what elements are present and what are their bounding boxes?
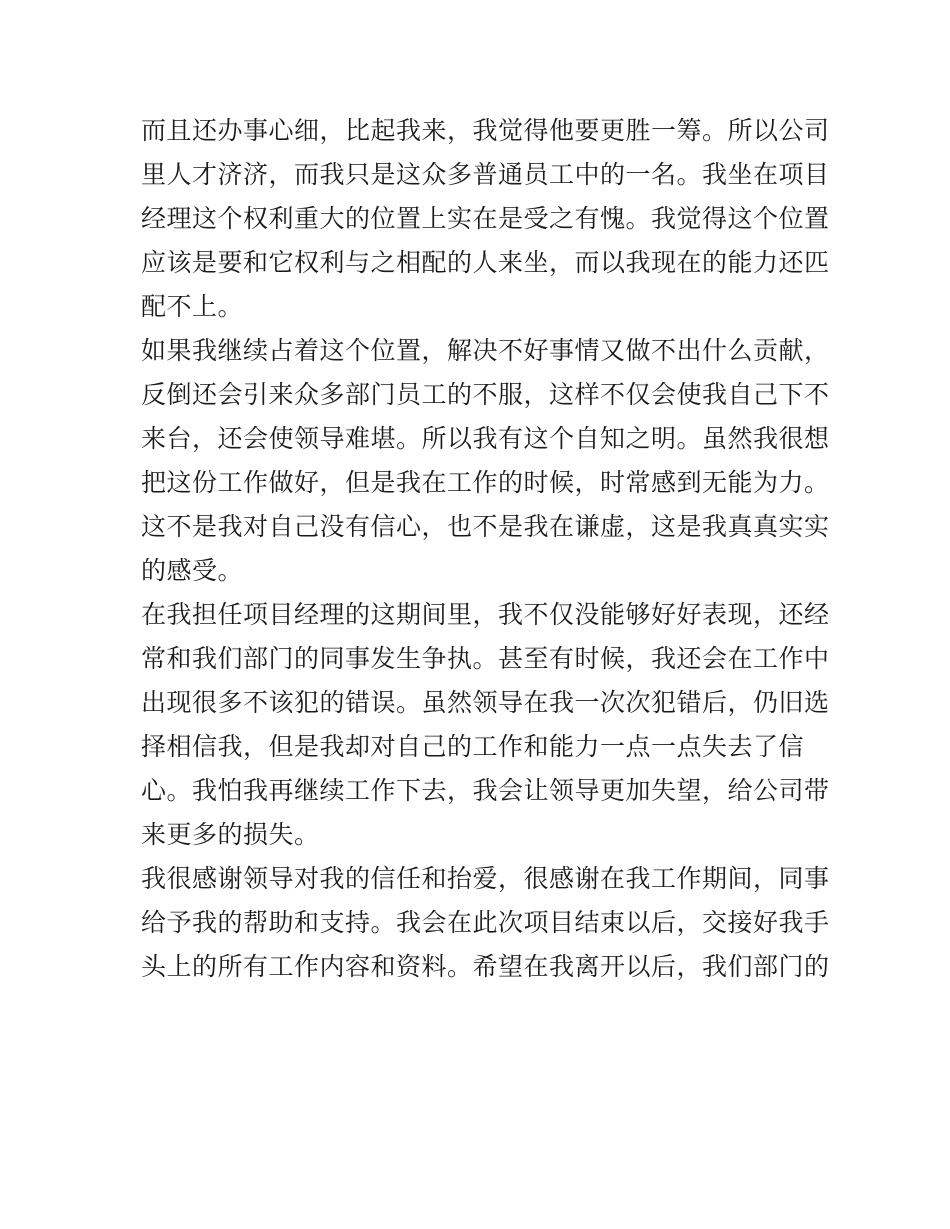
text-line: 来台，还会使领导难堪。所以我有这个自知之明。虽然我很想 <box>141 424 830 453</box>
text-line: 反倒还会引来众多部门员工的不服，这样不仅会使我自己下不 <box>141 380 830 409</box>
text-line: 给予我的帮助和支持。我会在此次项目结束以后，交接好我手 <box>141 908 830 937</box>
text-line: 常和我们部门的同事发生争执。甚至有时候，我还会在工作中 <box>141 644 830 673</box>
text-line: 如果我继续占着这个位置，解决不好事情又做不出什么贡献， <box>141 336 830 365</box>
text-line: 头上的所有工作内容和资料。希望在我离开以后，我们部门的 <box>141 952 830 981</box>
text-line: 来更多的损失。 <box>141 820 320 849</box>
text-line: 我很感谢领导对我的信任和抬爱，很感谢在我工作期间，同事 <box>141 864 830 893</box>
text-line: 而且还办事心细，比起我来，我觉得他要更胜一筹。所以公司 <box>141 116 830 145</box>
text-line: 在我担任项目经理的这期间里，我不仅没能够好好表现，还经 <box>141 600 830 629</box>
text-line: 这不是我对自己没有信心，也不是我在谦虚，这是我真真实实 <box>141 512 830 541</box>
text-line: 把这份工作做好，但是我在工作的时候，时常感到无能为力。 <box>141 468 830 497</box>
body-text <box>141 109 831 989</box>
text-line: 里人才济济，而我只是这众多普通员工中的一名。我坐在项目 <box>141 160 830 189</box>
text-line: 经理这个权利重大的位置上实在是受之有愧。我觉得这个位置 <box>141 204 830 233</box>
text-line: 的感受。 <box>141 556 244 585</box>
text-line: 出现很多不该犯的错误。虽然领导在我一次次犯错后，仍旧选 <box>141 688 830 717</box>
text-line: 配不上。 <box>141 292 244 321</box>
text-line: 心。我怕我再继续工作下去，我会让领导更加失望，给公司带 <box>141 776 830 805</box>
text-line: 应该是要和它权利与之相配的人来坐，而以我现在的能力还匹 <box>141 248 830 277</box>
text-line: 择相信我，但是我却对自己的工作和能力一点一点失去了信 <box>141 732 805 761</box>
